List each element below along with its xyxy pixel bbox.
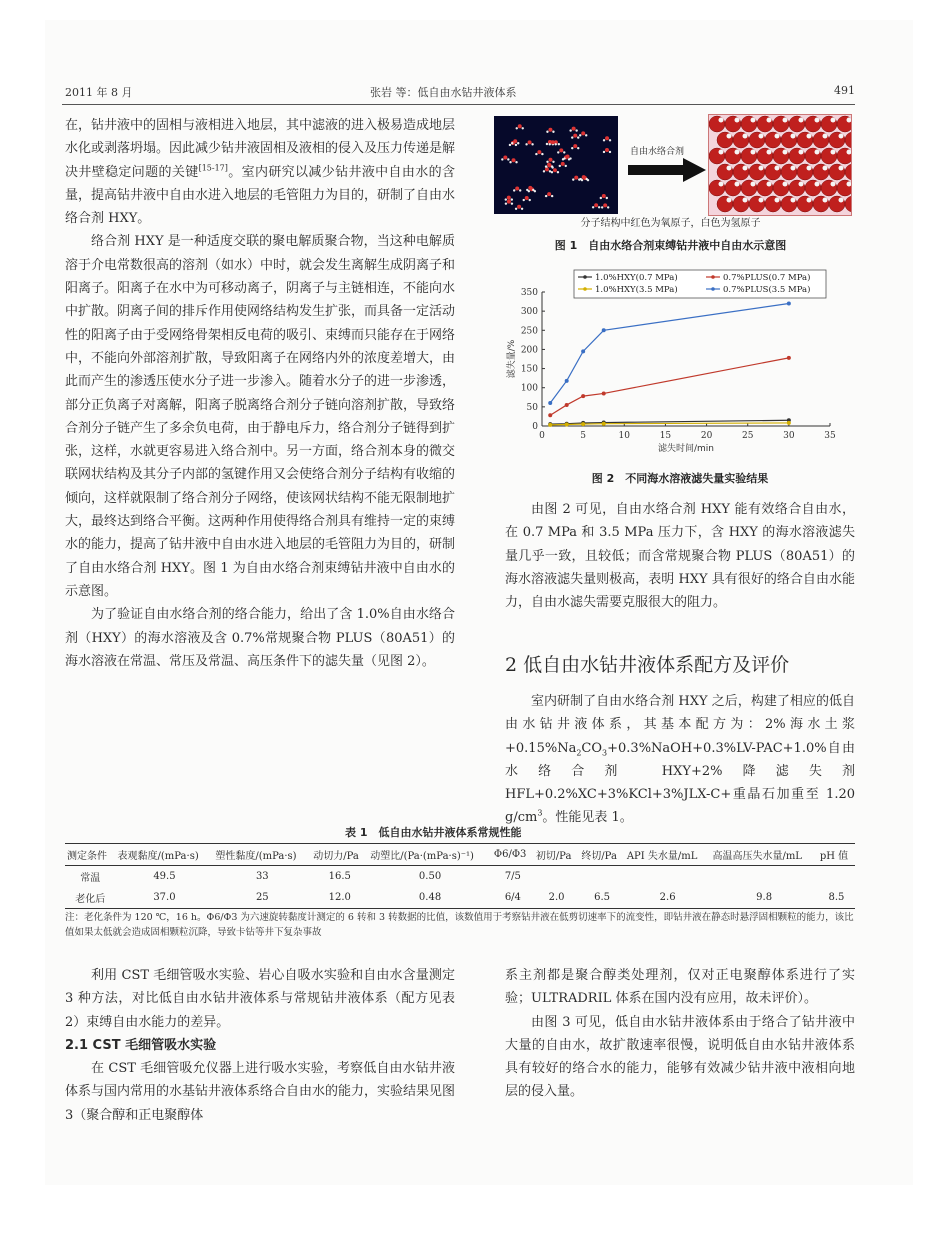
oxygen-atom xyxy=(528,186,532,190)
table-1 xyxy=(65,843,855,909)
hydrogen-atom xyxy=(543,170,545,172)
table-cell: 33 xyxy=(255,871,269,882)
x-tick-label: 30 xyxy=(783,431,795,441)
hydrogen-atom xyxy=(775,198,780,203)
hydrogen-atom xyxy=(509,144,511,146)
oxygen-atom xyxy=(845,132,851,148)
hydrogen-atom xyxy=(735,118,740,123)
hydrogen-atom xyxy=(603,151,605,153)
oxygen-atom xyxy=(605,136,609,140)
hydrogen-atom xyxy=(609,151,611,153)
table-cell: 37.0 xyxy=(116,887,214,909)
hydrogen-atom xyxy=(551,165,553,167)
page-number: 491 xyxy=(834,84,855,97)
y-tick-label: 350 xyxy=(520,288,538,298)
hydrogen-atom xyxy=(598,206,600,208)
oxygen-atom xyxy=(517,205,521,209)
table-header-cell: 测定条件 xyxy=(65,844,116,866)
hydrogen-atom xyxy=(839,198,844,203)
oxygen-atom xyxy=(528,140,532,144)
hydrogen-atom xyxy=(767,182,772,187)
paragraph-hxy-mechanism: 络合剂 HXY 是一种适度交联的聚电解质聚合物，当这种电解质溶于介电常数很高的溶剂（如水）中时，就会发生离解生成阴离子和阳离子。阳离子在水中为可移动离子，阴离子与主链相连，不能向水中扩散。阴离子间的排斥作用使网络结构发生扩张，而具备一定活动性的阳离子由于受网络骨架相反电荷的吸引、束缚而只能存在于网络中，不能向外部溶剂扩散，导致阳离子在网络内外的浓度差增大，由此而产生的渗透压使水分子进一步渗入。随着水分子的进一步渗透，部分正负离子对离解，阳离子脱离络合剂分子链向溶剂扩散，导致络合剂分子链产生了多余负电荷，由于静电斥力，络合剂分子链得到扩张，这样，水就更容易进入络合剂中。另一方面，络合剂本身的微交联网状结构及其分子内部的氢键作用又会使络合剂分子结构有收缩的倾向，这样就限制了络合剂分子网络，使该网状结构不能无限制地扩大，最终达到络合平衡。这两种作用使得络合剂具有维持一定的束缚水的能力，提高了钻井液中自由水进入地层的毛管阻力为目的，研制了自由水络合剂 HXY。图 1 为自由水络合剂束缚钻井液中自由水的示意图。 xyxy=(65,234,456,599)
subsection-2-1-title: 2.1 CST 毛细管吸水实验 xyxy=(65,1037,217,1053)
oxygen-atom xyxy=(845,196,851,212)
table-cell xyxy=(818,866,855,888)
paragraph-cst: 在 CST 毛细管吸允仪器上进行吸水实验，考察低自由水钻井液体系与国内常用的水基钻井液体系络合自由水的能力，实验结果见图 3（聚合醇和正电聚醇体 xyxy=(65,1061,456,1123)
hydrogen-atom xyxy=(569,157,571,159)
oxygen-atom xyxy=(603,203,607,207)
hydrogen-atom xyxy=(516,127,518,129)
hydrogen-atom xyxy=(807,134,812,139)
oxygen-atom xyxy=(512,158,516,162)
oxygen-atom xyxy=(574,176,578,180)
hydrogen-atom xyxy=(831,118,836,123)
section-2-title: 2 低自由水钻井液体系配方及评价 xyxy=(505,654,790,676)
hydrogen-atom xyxy=(807,166,812,171)
right-arrow-icon xyxy=(628,158,706,182)
hydrogen-atom xyxy=(600,197,602,199)
hydrogen-atom xyxy=(577,147,579,149)
table-row xyxy=(65,866,855,888)
paragraph-continuation: 在，钻井液中的固相与液相进入地层，其中滤液的进入极易造成地层水化或剥落坍塌。因此减少钻井液固相及液相的侵入及压力传递是解决井壁稳定问题的关键[15-17]。室内研究以减少钻井液中自由水的含量，提高钻井液中自由水进入地层的毛管阻力为目的，研制了自由水络合剂 HXY。 xyxy=(65,118,456,227)
hydrogen-atom xyxy=(546,131,548,133)
header-date: 2011 年 8 月 xyxy=(65,86,133,99)
hydrogen-atom xyxy=(507,158,509,160)
data-point xyxy=(565,403,569,407)
table-cell xyxy=(579,866,625,888)
oxygen-atom xyxy=(525,196,529,200)
series-line xyxy=(550,358,789,415)
hydrogen-atom xyxy=(727,166,732,171)
table-cell: 6.5 xyxy=(579,887,625,909)
table-cell: 16.5 xyxy=(328,871,351,882)
bottom-right-column xyxy=(505,964,855,1104)
arrow-label: 自由水络合剂 xyxy=(630,147,685,157)
hydrogen-atom xyxy=(505,202,507,204)
table-cell: 2.6 xyxy=(625,887,711,909)
hydrogen-atom xyxy=(815,118,820,123)
hydrogen-atom xyxy=(743,166,748,171)
x-tick-label: 25 xyxy=(741,431,754,441)
hydrogen-atom xyxy=(559,165,561,167)
hydrogen-atom xyxy=(759,198,764,203)
oxygen-atom xyxy=(573,144,577,148)
oxygen-atom xyxy=(573,134,577,138)
x-tick-label: 35 xyxy=(824,431,836,441)
hydrogen-atom xyxy=(743,134,748,139)
hydrogen-atom xyxy=(606,197,608,199)
hydrogen-atom xyxy=(727,198,732,203)
hydrogen-atom xyxy=(767,118,772,123)
x-tick-label: 10 xyxy=(618,431,631,441)
hydrogen-atom xyxy=(557,171,559,173)
figure-1-subcaption: 分子结构中红色为氧原子，白色为氢原子 xyxy=(580,218,761,229)
hydrogen-atom xyxy=(791,198,796,203)
hydrogen-atom xyxy=(519,189,521,191)
y-tick-label: 50 xyxy=(526,402,538,413)
table-header-cell: 表观黏度/(mPa·s) xyxy=(116,844,214,866)
hydrogen-atom xyxy=(513,189,515,191)
hydrogen-atom xyxy=(545,165,547,167)
oxygen-atom xyxy=(582,175,586,179)
data-point xyxy=(581,422,585,426)
oxygen-atom xyxy=(548,128,552,132)
hydrogen-atom xyxy=(575,129,577,131)
hydrogen-atom xyxy=(563,157,565,159)
figure-2-caption: 图 2 不同海水溶液滤失量实验结果 xyxy=(591,472,769,485)
hydrogen-atom xyxy=(572,178,574,180)
hydrogen-atom xyxy=(815,150,820,155)
oxygen-atom xyxy=(594,203,598,207)
hydrogen-atom xyxy=(552,161,554,163)
table-cell: 9.8 xyxy=(710,887,817,909)
hydrogen-atom xyxy=(526,189,528,191)
data-point xyxy=(602,328,606,332)
hydrogen-atom xyxy=(515,161,517,163)
hydrogen-atom xyxy=(523,199,525,201)
hydrogen-atom xyxy=(831,182,836,187)
oxygen-atom xyxy=(547,192,551,196)
header-rule xyxy=(62,104,855,105)
right-column-text xyxy=(505,498,855,614)
hydrogen-atom xyxy=(759,166,764,171)
hydrogen-atom xyxy=(522,127,524,129)
oxygen-atom xyxy=(572,127,576,131)
oxygen-atom xyxy=(547,163,551,167)
oxygen-atom xyxy=(559,148,563,152)
x-tick-label: 20 xyxy=(700,431,713,441)
y-tick-label: 300 xyxy=(520,307,538,318)
bottom-left-column xyxy=(65,964,455,1127)
oxygen-atom xyxy=(507,196,511,200)
data-point xyxy=(565,422,569,426)
hydrogen-atom xyxy=(565,165,567,167)
hydrogen-atom xyxy=(505,198,507,200)
oxygen-atom xyxy=(507,200,511,204)
data-point xyxy=(602,391,606,395)
table-header-cell: API 失水量/mL xyxy=(625,844,711,866)
hydrogen-atom xyxy=(549,170,551,172)
oxygen-atom xyxy=(561,162,565,166)
oxygen-atom xyxy=(518,124,522,128)
table-header-cell: pH 值 xyxy=(818,844,855,866)
table-cell: 49.5 xyxy=(153,871,176,882)
oxygen-atom xyxy=(548,158,552,162)
y-axis-label: 滤失量/% xyxy=(507,339,517,379)
hydrogen-atom xyxy=(546,161,548,163)
hydrogen-atom xyxy=(719,150,724,155)
hydrogen-atom xyxy=(571,147,573,149)
legend-label: 0.7%PLUS(3.5 MPa) xyxy=(723,285,811,295)
hydrogen-atom xyxy=(823,198,828,203)
oxygen-atom xyxy=(537,150,541,154)
hydrogen-atom xyxy=(783,118,788,123)
hydrogen-atom xyxy=(609,139,611,141)
table-cell: 8.5 xyxy=(818,887,855,909)
x-tick-label: 15 xyxy=(659,431,672,441)
y-tick-label: 150 xyxy=(520,364,538,375)
right-column-formula xyxy=(505,690,855,830)
hydrogen-atom xyxy=(525,143,527,145)
oxygen-atom xyxy=(513,139,517,143)
hydrogen-atom xyxy=(751,182,756,187)
hydrogen-atom xyxy=(839,134,844,139)
hydrogen-atom xyxy=(751,118,756,123)
hydrogen-atom xyxy=(586,178,588,180)
table-cell: 老化后 xyxy=(65,887,116,909)
table-cell xyxy=(625,866,711,888)
hydrogen-atom xyxy=(549,143,551,145)
table-header-cell: Φ6/Φ3 xyxy=(492,844,534,866)
hydrogen-atom xyxy=(783,182,788,187)
y-tick-label: 250 xyxy=(520,326,538,337)
hydrogen-atom xyxy=(531,143,533,145)
oxygen-atom xyxy=(845,164,851,180)
paragraph-fig3-discussion: 由图 3 可见，低自由水钻井液体系由于络合了钻井液中大量的自由水，故扩散速率很慢，说明低自由水钻井液体系具有较好的络合水的能力，能够有效减少钻井液中液相向地层的侵入量。 xyxy=(505,1014,855,1100)
table-cell xyxy=(710,866,817,888)
hydrogen-atom xyxy=(743,198,748,203)
left-column xyxy=(65,114,455,673)
hydrogen-atom xyxy=(719,118,724,123)
hydrogen-atom xyxy=(563,151,565,153)
hydrogen-atom xyxy=(535,153,537,155)
legend-marker xyxy=(711,287,715,291)
x-tick-label: 0 xyxy=(539,431,545,441)
hydrogen-atom xyxy=(799,182,804,187)
oxygen-atom xyxy=(602,194,606,198)
hydrogen-atom xyxy=(719,182,724,187)
figure-1 xyxy=(488,114,853,259)
data-point xyxy=(581,394,585,398)
hydrogen-atom xyxy=(555,143,557,145)
hydrogen-atom xyxy=(517,142,519,144)
table-cell: 12.0 xyxy=(311,887,368,909)
hydrogen-atom xyxy=(799,150,804,155)
hydrogen-atom xyxy=(603,139,605,141)
hydrogen-atom xyxy=(515,144,517,146)
legend-label: 1.0%HXY(0.7 MPa) xyxy=(595,273,678,283)
hydrogen-atom xyxy=(775,166,780,171)
hydrogen-atom xyxy=(529,199,531,201)
paragraph-fig2-discussion: 由图 2 可见，自由水络合剂 HXY 能有效络合自由水，在 0.7 MPa 和 3.5 MPa 压力下，含 HXY 的海水溶液滤失量几乎一致，且较低；而含常规聚合物 PLUS（80A51）的海水溶液滤失量则极高，表明 HXY 具有很好的络合自由水能力，自由水滤失需要克服很大的阻力。 xyxy=(505,502,855,611)
hydrogen-atom xyxy=(521,208,523,210)
table-cell: 2.0 xyxy=(534,887,580,909)
hydrogen-atom xyxy=(775,134,780,139)
legend-marker xyxy=(711,275,715,279)
oxygen-atom xyxy=(581,131,585,135)
hydrogen-atom xyxy=(545,195,547,197)
data-point xyxy=(548,423,552,427)
hydrogen-atom xyxy=(541,153,543,155)
hydrogen-atom xyxy=(823,166,828,171)
hydrogen-atom xyxy=(607,206,609,208)
data-point xyxy=(787,301,791,305)
table-header-cell: 动切力/Pa xyxy=(311,844,368,866)
figure-1-caption: 图 1 自由水络合剂束缚钻井液中自由水示意图 xyxy=(554,239,787,252)
figure-2-chart xyxy=(500,268,840,463)
paragraph-methods: 利用 CST 毛细管吸水实验、岩心自吸水实验和自由水含量测定 3 种方法，对比低自由水钻井液体系与常规钻井液体系（配方见表 2）束缚自由水能力的差异。 xyxy=(65,968,455,1030)
hydrogen-atom xyxy=(577,136,579,138)
data-point xyxy=(787,421,791,425)
hydrogen-atom xyxy=(551,195,553,197)
header-title: 张岩 等：低自由水钻井液体系 xyxy=(370,86,517,99)
hydrogen-atom xyxy=(839,166,844,171)
x-tick-label: 5 xyxy=(580,431,587,441)
legend-label: 1.0%HXY(3.5 MPa) xyxy=(595,285,678,295)
table-cell xyxy=(534,866,580,888)
hydrogen-atom xyxy=(799,118,804,123)
hydrogen-atom xyxy=(791,134,796,139)
hydrogen-atom xyxy=(767,150,772,155)
table-cell: 0.48 xyxy=(368,887,492,909)
table-header-cell: 高温高压失水量/mL xyxy=(710,844,817,866)
oxygen-atom xyxy=(545,167,549,171)
series-line xyxy=(550,303,789,403)
paragraph-verification: 为了验证自由水络合剂的络合能力，给出了含 1.0%自由水络合剂（HXY）的海水溶液及含 0.7%常规聚合物 PLUS（80A51）的海水溶液在常温、常压及常温、高压条件下的滤失量（见图 2）。 xyxy=(65,607,455,669)
table-header-row xyxy=(65,844,855,866)
free-water-molecules-image xyxy=(494,116,618,214)
hydrogen-atom xyxy=(557,151,559,153)
hydrogen-atom xyxy=(571,136,573,138)
legend-marker xyxy=(583,287,587,291)
legend-marker xyxy=(583,275,587,279)
table-header-cell: 终切/Pa xyxy=(579,844,625,866)
y-tick-label: 0 xyxy=(532,422,538,432)
data-point xyxy=(581,349,585,353)
data-point xyxy=(787,356,791,360)
oxygen-atom xyxy=(503,155,507,159)
hydrogen-atom xyxy=(791,166,796,171)
paragraph-cst-continued: 系主剂都是聚合醇类处理剂，仅对正电聚醇体系进行了实验；ULTRADRIL 体系在国内没有应用，故未评价）。 xyxy=(505,968,855,1007)
hydrogen-atom xyxy=(592,206,594,208)
running-header xyxy=(65,80,855,102)
hydrogen-atom xyxy=(580,178,582,180)
paragraph-formula: 室内研制了自由水络合剂 HXY 之后，构建了相应的低自由水钻井液体系，其基本配方为：2%海水土浆$+0.15\%Na_2CO_3+0.3\%NaOH+0.3\%LV-PAC+1.0\%$自由水络合剂 HXY+2%降滤失剂 HFL+0.2%XC+3%KCl+3%JLX-C+重晶石加重至 1.20 $g/cm^3$。性能见表 1。 xyxy=(505,694,855,826)
oxygen-atom xyxy=(553,168,557,172)
hydrogen-atom xyxy=(807,198,812,203)
table-body xyxy=(65,866,855,909)
hydrogen-atom xyxy=(759,134,764,139)
table-cell: 25 xyxy=(213,887,311,909)
oxygen-atom xyxy=(566,155,570,159)
table-1-title: 表 1 低自由水钻井液体系常规性能 xyxy=(345,826,522,839)
table-cell: 0.50 xyxy=(418,871,442,882)
table-row xyxy=(65,887,855,909)
table-cell: 常温 xyxy=(80,873,101,884)
hydrogen-atom xyxy=(735,150,740,155)
hydrogen-atom xyxy=(558,143,560,145)
hydrogen-atom xyxy=(511,202,513,204)
data-point xyxy=(602,422,606,426)
table-header-cell: 动塑比/(Pa·(mPa·s)⁻¹) xyxy=(368,844,492,866)
data-point xyxy=(565,379,569,383)
hydrogen-atom xyxy=(735,182,740,187)
data-point xyxy=(548,413,552,417)
x-axis-label: 滤失时间/min xyxy=(657,444,715,454)
hydrogen-atom xyxy=(511,198,513,200)
hydrogen-atom xyxy=(532,189,534,191)
hydrogen-atom xyxy=(823,134,828,139)
hydrogen-atom xyxy=(569,129,571,131)
hydrogen-atom xyxy=(751,150,756,155)
oxygen-atom xyxy=(515,186,519,190)
table-header-cell: 初切/Pa xyxy=(534,844,580,866)
hydrogen-atom xyxy=(831,150,836,155)
table-cell: 6/4 xyxy=(492,887,534,909)
hydrogen-atom xyxy=(727,134,732,139)
bound-water-molecules-image xyxy=(708,114,852,216)
hydrogen-atom xyxy=(501,158,503,160)
table-header-cell: 塑性黏度/(mPa·s) xyxy=(213,844,311,866)
hydrogen-atom xyxy=(585,134,587,136)
table-cell: 7/5 xyxy=(504,871,521,882)
oxygen-atom xyxy=(605,148,609,152)
table-note: 注：老化条件为 120 ℃，16 h。Φ6/Φ3 为六速旋转黏度计测定的 6 转和 3 转数据的比值，该数值用于考察钻井液在低剪切速率下的流变性，即钻井液在静态时悬浮固相颗粒的能力，该比值如果太低就会造成固相颗粒沉降，导致卡钻等井下复杂事故 xyxy=(65,912,854,938)
y-tick-label: 200 xyxy=(520,345,538,356)
hydrogen-atom xyxy=(509,161,511,163)
hydrogen-atom xyxy=(601,206,603,208)
hydrogen-atom xyxy=(511,142,513,144)
hydrogen-atom xyxy=(815,182,820,187)
legend-label: 0.7%PLUS(0.7 MPa) xyxy=(723,273,811,283)
hydrogen-atom xyxy=(552,131,554,133)
hydrogen-atom xyxy=(579,134,581,136)
hydrogen-atom xyxy=(783,150,788,155)
hydrogen-atom xyxy=(546,143,548,145)
oxygen-atom xyxy=(551,140,555,144)
hydrogen-atom xyxy=(515,208,517,210)
y-tick-label: 100 xyxy=(520,383,538,394)
data-point xyxy=(548,401,552,405)
